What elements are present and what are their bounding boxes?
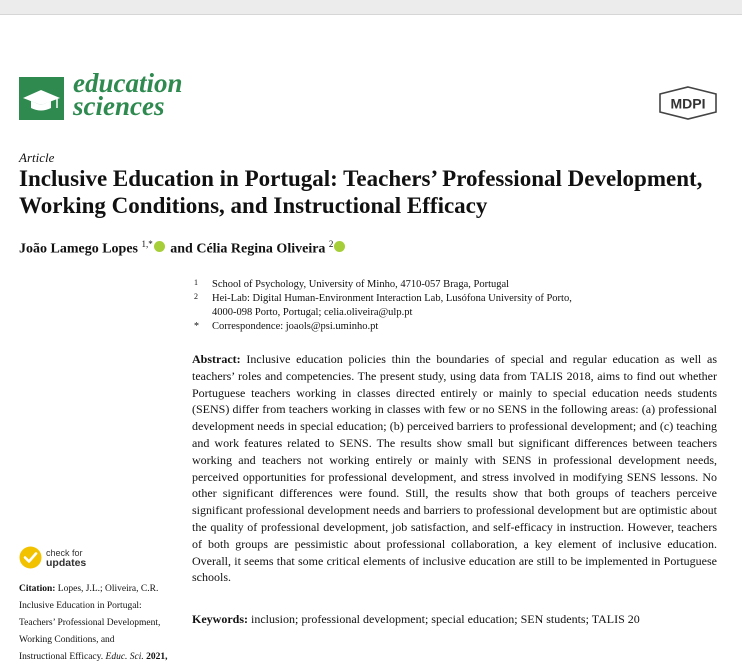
citation-line: Inclusive Education in Portugal:	[19, 601, 142, 611]
citation-line: Teachers’ Professional Development,	[19, 618, 161, 628]
check-updates-icon	[19, 546, 42, 569]
paper-title: Inclusive Education in Portugal: Teachers’ Professional Development, Working Conditions, and Instructional Efficacy	[19, 166, 703, 218]
affiliation-item	[192, 292, 572, 306]
browser-top-bar	[0, 0, 742, 15]
citation-line: Instructional Efficacy.	[19, 652, 104, 662]
orcid-icon[interactable]	[334, 241, 345, 252]
citation-year: 2021,	[146, 652, 168, 662]
check-updates-line1: check for	[46, 547, 83, 558]
journal-name-line2: sciences	[73, 91, 165, 121]
keywords-text: inclusion; professional development; special education; SEN students; TALIS 20	[251, 612, 640, 626]
citation-label: Citation:	[19, 584, 56, 594]
keywords	[192, 612, 722, 627]
author-list	[19, 239, 347, 258]
affiliation-text: 4000-098 Porto, Portugal; celia.oliveira@ulp.pt	[212, 307, 413, 318]
author-affiliation-sup: 2	[328, 239, 334, 249]
graduation-cap-icon	[19, 77, 64, 120]
affiliation-item-continued	[192, 306, 572, 320]
journal-name	[73, 68, 183, 121]
check-updates-line2: updates	[46, 556, 87, 569]
citation-block	[19, 581, 184, 666]
article-type: Article	[19, 150, 55, 165]
author-conjunction: and	[170, 241, 193, 257]
author-affiliation-sup: 1,*	[141, 239, 153, 249]
check-for-updates-badge[interactable]	[19, 546, 86, 569]
publisher-logo	[658, 86, 718, 124]
citation-line: Lopes, J.L.; Oliveira, C.R.	[57, 584, 159, 594]
author-name: João Lamego Lopes	[19, 241, 138, 257]
abstract-text: Inclusive education policies thin the boundaries of special and regular education as well as teachers’ roles and competencies. The present study, using data from TALIS 2018, aims to find out whether Portuguese teachers working in classes directed entirely or mainly to special education needs students (SENS) differ from teachers working in classes with few or no SENS in the following areas: (a) professional development needs in special education; (b) perceived barriers to professional development; and (c) teaching and work features related to SENS. The results show small but significant differences between teachers working and teachers not working entirely or mainly with SENS in professional development needs, perceived opportunities for professional development, and stress involved in modifying SENS lessons. No other significant differences were found. Still, the results show that both groups of teachers perceive significant professional development needs and barriers to professional development but are optimistic about the quality of professional development, job satisfaction, and self-efficacy in instruction. However, teachers of both groups are pessimistic about professional collaboration, a key element of inclusive education. Overall, it seems that some critical elements of inclusive education are still to be implemented in Portuguese schools.	[192, 352, 717, 585]
affiliation-number: *	[194, 321, 199, 332]
citation-journal: Educ. Sci.	[105, 652, 144, 662]
correspondence-text: Correspondence: joaols@psi.uminho.pt	[212, 321, 379, 332]
author-name: Célia Regina Oliveira	[196, 241, 326, 257]
keywords-label: Keywords:	[192, 612, 248, 626]
correspondence-item	[192, 320, 572, 334]
citation-line: Working Conditions, and	[19, 635, 115, 645]
orcid-icon[interactable]	[154, 241, 165, 252]
affiliation-text: School of Psychology, University of Minho, 4710-057 Braga, Portugal	[212, 279, 510, 290]
affiliation-text: Hei-Lab: Digital Human-Environment Interaction Lab, Lusófona University of Porto,	[212, 293, 572, 304]
journal-logo	[19, 77, 64, 120]
journal-name-line1: education	[73, 68, 183, 98]
publisher-name: MDPI	[670, 95, 706, 112]
affiliation-number: 2	[194, 292, 198, 301]
affiliation-item	[192, 278, 572, 292]
affiliations	[192, 278, 572, 334]
abstract-label: Abstract:	[192, 352, 241, 366]
abstract	[192, 351, 717, 586]
affiliation-number: 1	[194, 278, 198, 287]
